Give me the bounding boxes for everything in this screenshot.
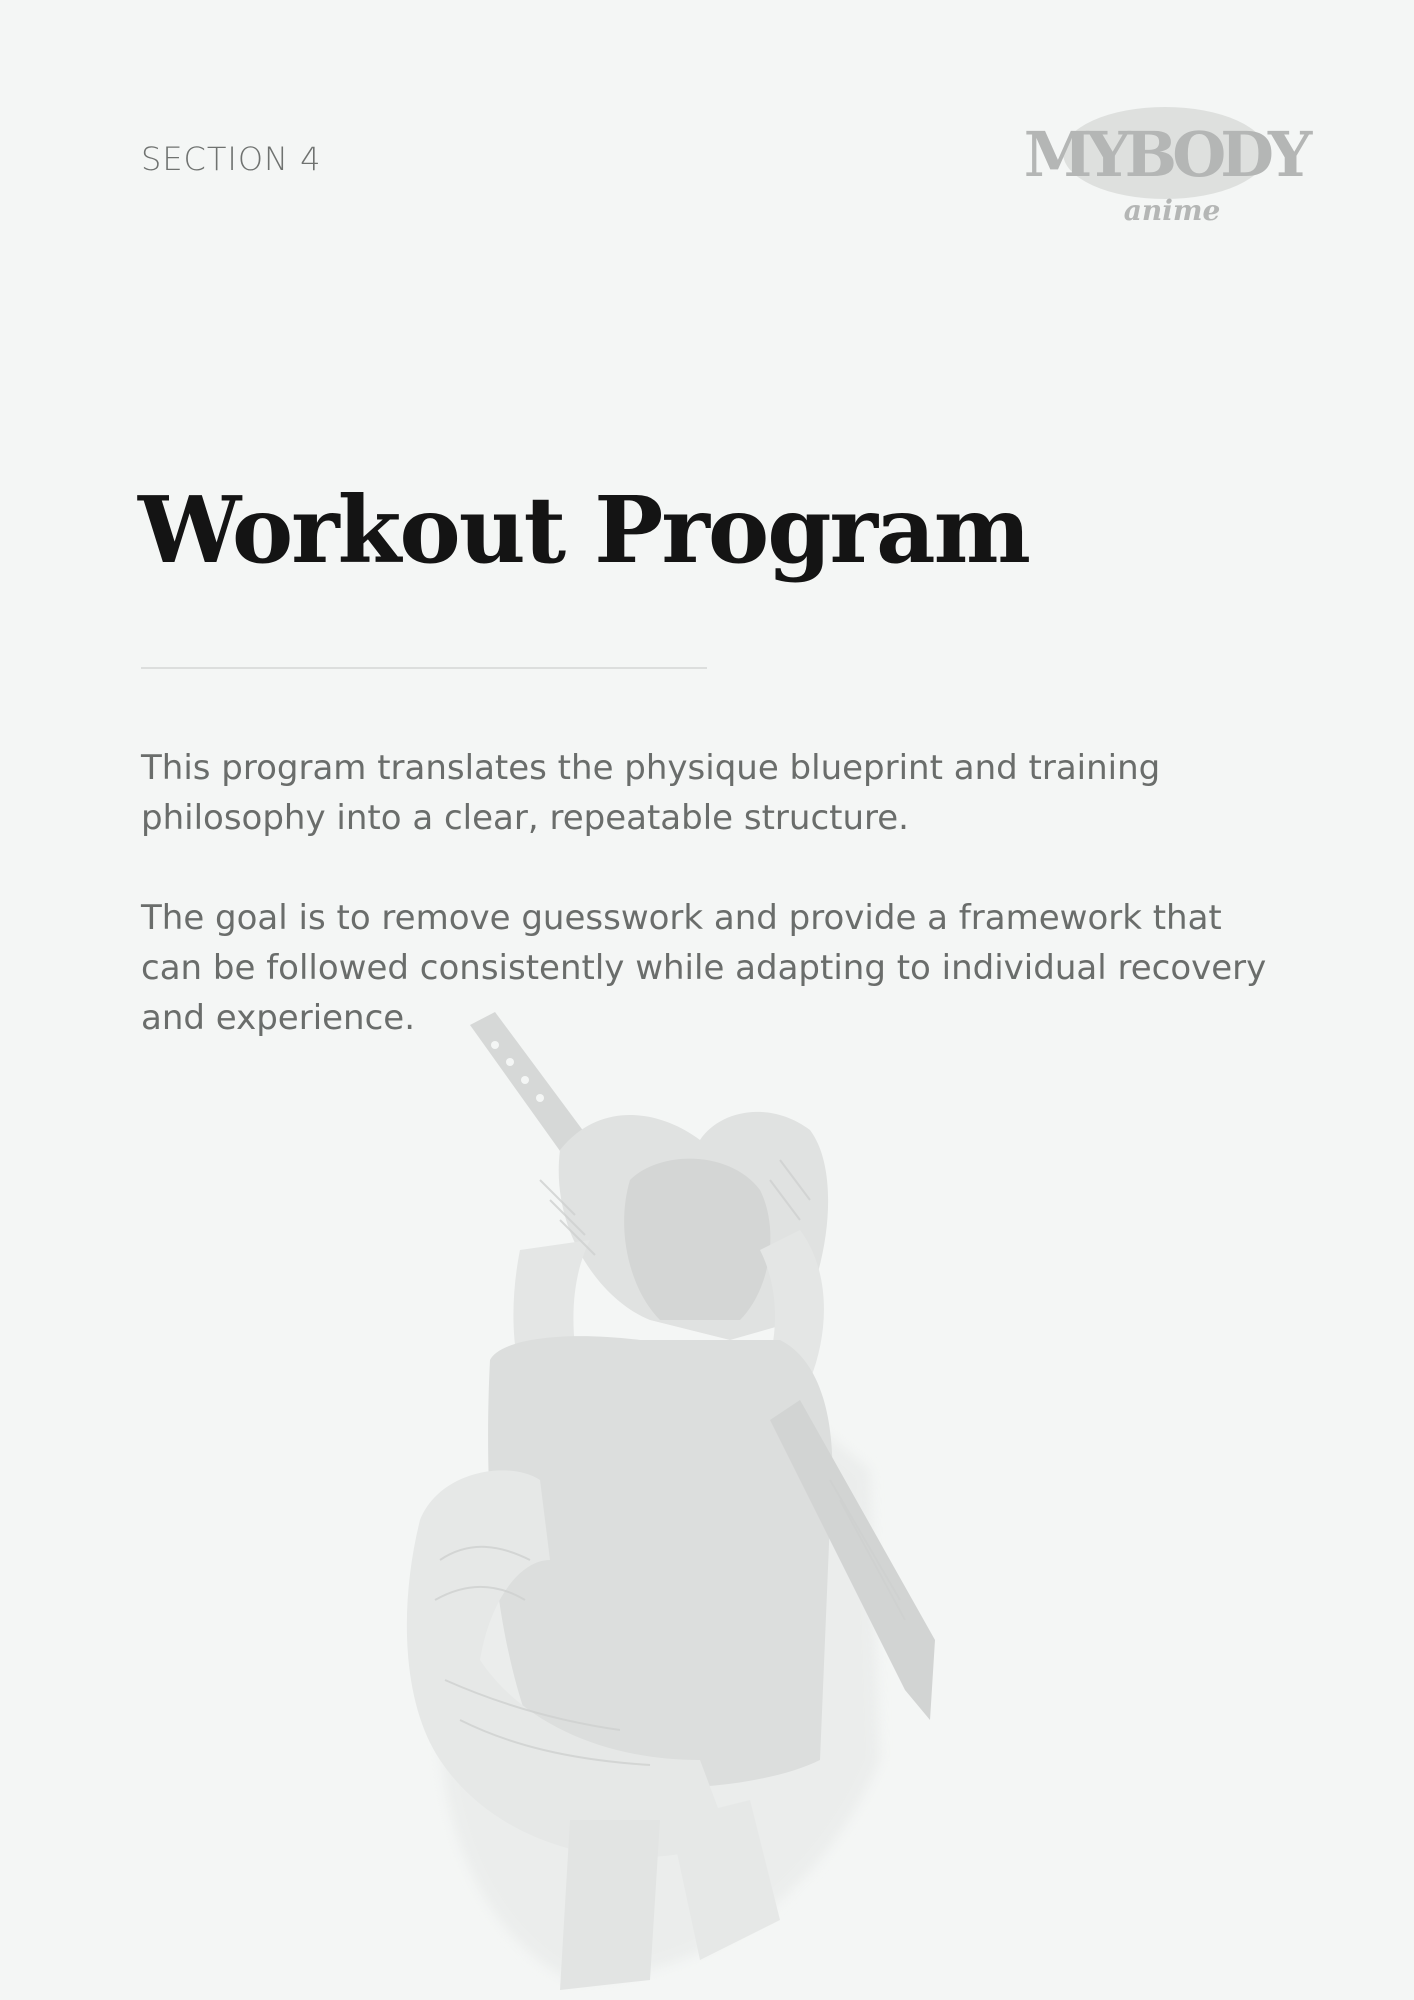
section-label: SECTION 4 <box>141 140 322 178</box>
title-divider <box>141 667 707 669</box>
page-title: Workout Program <box>138 476 1029 584</box>
logo-subtext: anime <box>1123 194 1221 227</box>
brand-logo <box>1023 98 1307 228</box>
goal-paragraph: The goal is to remove guesswork and provide a framework that can be followed consistently while adapting to individual recovery and experience. <box>141 898 1267 1038</box>
logo-text: MYBODY <box>1023 118 1307 191</box>
intro-paragraph: This program translates the physique blueprint and training philosophy into a clear, repeatable structure. <box>141 748 1161 838</box>
anime-swordsman-illustration-icon <box>400 1000 1080 2000</box>
